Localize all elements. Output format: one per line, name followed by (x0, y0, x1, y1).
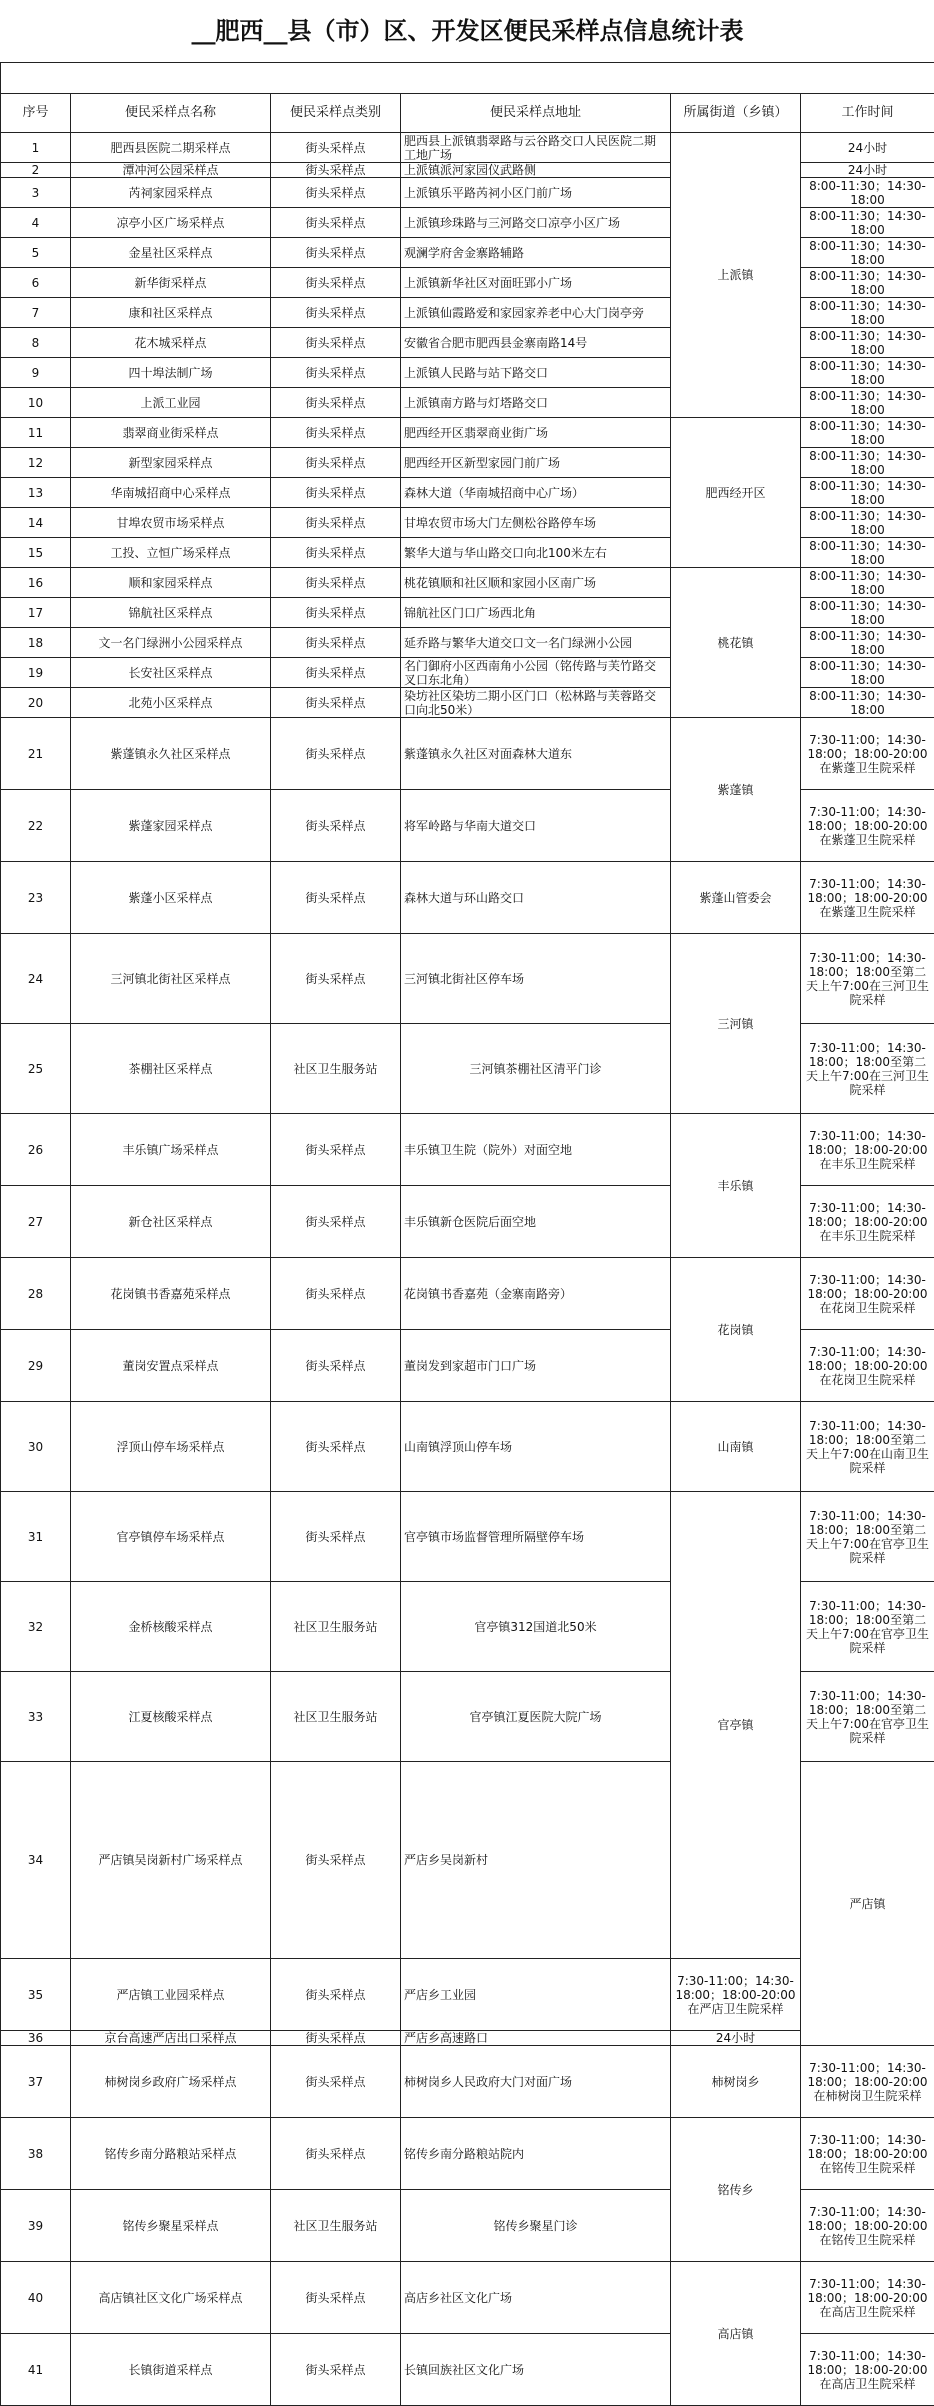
cell-name: 严店镇吴岗新村广场采样点 (71, 1762, 271, 1959)
cell-address: 铭传乡聚星门诊 (401, 2190, 671, 2262)
cell-type: 社区卫生服务站 (271, 1582, 401, 1672)
cell-address: 肥西经开区新型家园门前广场 (401, 448, 671, 478)
cell-no: 10 (1, 388, 71, 418)
cell-address: 上派镇乐平路芮祠小区门前广场 (401, 178, 671, 208)
cell-address: 柿树岗乡人民政府大门对面广场 (401, 2046, 671, 2118)
cell-type: 街头采样点 (271, 790, 401, 862)
cell-time: 7:30-11:00；14:30-18:00；18:00至第二天上午7:00在三河卫生院采样 (801, 934, 934, 1024)
table-row (1, 2046, 934, 2118)
cell-no: 33 (1, 1672, 71, 1762)
cell-time: 8:00-11:30；14:30-18:00 (801, 268, 934, 298)
cell-type: 街头采样点 (271, 1959, 401, 2031)
cell-time: 24小时 (801, 163, 934, 178)
cell-type: 街头采样点 (271, 1330, 401, 1402)
cell-type: 街头采样点 (271, 238, 401, 268)
cell-time: 7:30-11:00；14:30-18:00；18:00-20:00在花岗卫生院采样 (801, 1258, 934, 1330)
document-title: __肥西__县（市）区、开发区便民采样点信息统计表 (1, 0, 934, 63)
cell-time: 8:00-11:30；14:30-18:00 (801, 358, 934, 388)
cell-no: 24 (1, 934, 71, 1024)
cell-time: 7:30-11:00；14:30-18:00；18:00-20:00在高店卫生院采样 (801, 2262, 934, 2334)
cell-type: 街头采样点 (271, 478, 401, 508)
cell-address: 甘埠农贸市场大门左侧松谷路停车场 (401, 508, 671, 538)
cell-no: 2 (1, 163, 71, 178)
cell-town: 桃花镇 (671, 568, 801, 718)
cell-type: 街头采样点 (271, 508, 401, 538)
cell-name: 甘埠农贸市场采样点 (71, 508, 271, 538)
cell-time: 7:30-11:00；14:30-18:00；18:00-20:00在严店卫生院采样 (671, 1959, 801, 2031)
cell-time: 8:00-11:30；14:30-18:00 (801, 328, 934, 358)
cell-town: 紫蓬镇 (671, 718, 801, 862)
cell-type: 社区卫生服务站 (271, 1672, 401, 1762)
table-row (1, 2118, 934, 2190)
cell-no: 18 (1, 628, 71, 658)
cell-name: 凉亭小区广场采样点 (71, 208, 271, 238)
table-row (1, 1492, 934, 1582)
cell-address: 将军岭路与华南大道交口 (401, 790, 671, 862)
cell-town: 山南镇 (671, 1402, 801, 1492)
cell-type: 街头采样点 (271, 658, 401, 688)
cell-time: 8:00-11:30；14:30-18:00 (801, 568, 934, 598)
cell-no: 35 (1, 1959, 71, 2031)
cell-name: 花木城采样点 (71, 328, 271, 358)
cell-name: 铭传乡南分路粮站采样点 (71, 2118, 271, 2190)
cell-name: 三河镇北街社区采样点 (71, 934, 271, 1024)
cell-name: 花岗镇书香嘉苑采样点 (71, 1258, 271, 1330)
cell-address: 高店乡社区文化广场 (401, 2262, 671, 2334)
cell-time: 7:30-11:00；14:30-18:00；18:00-20:00在丰乐卫生院采样 (801, 1186, 934, 1258)
cell-address: 三河镇北街社区停车场 (401, 934, 671, 1024)
cell-type: 街头采样点 (271, 862, 401, 934)
cell-name: 高店镇社区文化广场采样点 (71, 2262, 271, 2334)
cell-time: 7:30-11:00；14:30-18:00；18:00-20:00在铭传卫生院采样 (801, 2118, 934, 2190)
cell-no: 7 (1, 298, 71, 328)
cell-type: 街头采样点 (271, 1114, 401, 1186)
cell-no: 30 (1, 1402, 71, 1492)
cell-address: 山南镇浮顶山停车场 (401, 1402, 671, 1492)
cell-address: 上派镇人民路与站下路交口 (401, 358, 671, 388)
table-row (1, 2262, 934, 2334)
cell-address: 紫蓬镇永久社区对面森林大道东 (401, 718, 671, 790)
cell-name: 顺和家园采样点 (71, 568, 271, 598)
cell-name: 新仓社区采样点 (71, 1186, 271, 1258)
cell-no: 23 (1, 862, 71, 934)
cell-address: 上派镇派河家园仪武路侧 (401, 163, 671, 178)
cell-town: 丰乐镇 (671, 1114, 801, 1258)
cell-type: 社区卫生服务站 (271, 1024, 401, 1114)
cell-type: 街头采样点 (271, 418, 401, 448)
cell-no: 41 (1, 2334, 71, 2406)
cell-time: 7:30-11:00；14:30-18:00；18:00-20:00在高店卫生院采样 (801, 2334, 934, 2406)
cell-no: 26 (1, 1114, 71, 1186)
cell-type: 街头采样点 (271, 163, 401, 178)
table-row (1, 2031, 934, 2046)
cell-no: 9 (1, 358, 71, 388)
cell-time: 7:30-11:00；14:30-18:00；18:00至第二天上午7:00在官亭卫生院采样 (801, 1672, 934, 1762)
cell-address: 上派镇珍珠路与三河路交口凉亭小区广场 (401, 208, 671, 238)
cell-town: 铭传乡 (671, 2118, 801, 2262)
cell-no: 25 (1, 1024, 71, 1114)
cell-name: 潭冲河公园采样点 (71, 163, 271, 178)
cell-town: 肥西经开区 (671, 418, 801, 568)
cell-name: 严店镇工业园采样点 (71, 1959, 271, 2031)
cell-no: 27 (1, 1186, 71, 1258)
cell-type: 街头采样点 (271, 388, 401, 418)
cell-type: 街头采样点 (271, 1492, 401, 1582)
cell-address: 严店乡高速路口 (401, 2031, 671, 2046)
cell-address: 延乔路与繁华大道交口文一名门绿洲小公园 (401, 628, 671, 658)
cell-time: 8:00-11:30；14:30-18:00 (801, 238, 934, 268)
cell-no: 3 (1, 178, 71, 208)
cell-no: 22 (1, 790, 71, 862)
cell-name: 四十埠法制广场 (71, 358, 271, 388)
cell-type: 街头采样点 (271, 598, 401, 628)
cell-no: 37 (1, 2046, 71, 2118)
cell-name: 肥西县医院二期采样点 (71, 133, 271, 163)
cell-address: 严店乡吴岗新村 (401, 1762, 671, 1959)
cell-no: 6 (1, 268, 71, 298)
cell-address: 上派镇新华社区对面旺郢小广场 (401, 268, 671, 298)
cell-address: 染坊社区染坊二期小区门口（松林路与芙蓉路交口向北50米） (401, 688, 671, 718)
cell-time: 8:00-11:30；14:30-18:00 (801, 298, 934, 328)
cell-name: 金桥核酸采样点 (71, 1582, 271, 1672)
cell-type: 街头采样点 (271, 2046, 401, 2118)
header-row (1, 94, 934, 133)
header-town: 所属街道（乡镇） (671, 94, 801, 133)
cell-type: 街头采样点 (271, 328, 401, 358)
cell-time: 8:00-11:30；14:30-18:00 (801, 448, 934, 478)
cell-time: 8:00-11:30；14:30-18:00 (801, 418, 934, 448)
cell-type: 街头采样点 (271, 178, 401, 208)
table-row (1, 1959, 934, 2031)
cell-time: 7:30-11:00；14:30-18:00；18:00-20:00在铭传卫生院采样 (801, 2190, 934, 2262)
cell-name: 柿树岗乡政府广场采样点 (71, 2046, 271, 2118)
cell-name: 丰乐镇广场采样点 (71, 1114, 271, 1186)
cell-time: 8:00-11:30；14:30-18:00 (801, 508, 934, 538)
cell-name: 江夏核酸采样点 (71, 1672, 271, 1762)
table-row (1, 418, 934, 448)
cell-no: 12 (1, 448, 71, 478)
cell-time: 8:00-11:30；14:30-18:00 (801, 178, 934, 208)
cell-name: 长安社区采样点 (71, 658, 271, 688)
cell-name: 北苑小区采样点 (71, 688, 271, 718)
cell-time: 24小时 (801, 133, 934, 163)
cell-address: 肥西县上派镇翡翠路与云谷路交口人民医院二期工地广场 (401, 133, 671, 163)
cell-name: 文一名门绿洲小公园采样点 (71, 628, 271, 658)
cell-no: 5 (1, 238, 71, 268)
cell-no: 32 (1, 1582, 71, 1672)
cell-town: 三河镇 (671, 934, 801, 1114)
table-row (1, 1402, 934, 1492)
cell-name: 紫蓬家园采样点 (71, 790, 271, 862)
table-row (1, 934, 934, 1024)
cell-name: 华南城招商中心采样点 (71, 478, 271, 508)
cell-type: 街头采样点 (271, 268, 401, 298)
cell-name: 芮祠家园采样点 (71, 178, 271, 208)
cell-no: 21 (1, 718, 71, 790)
cell-address: 肥西经开区翡翠商业街广场 (401, 418, 671, 448)
cell-town: 柿树岗乡 (671, 2046, 801, 2118)
table-row (1, 1114, 934, 1186)
cell-time: 24小时 (671, 2031, 801, 2046)
cell-address: 森林大道（华南城招商中心广场） (401, 478, 671, 508)
cell-type: 街头采样点 (271, 133, 401, 163)
cell-type: 街头采样点 (271, 628, 401, 658)
cell-no: 20 (1, 688, 71, 718)
cell-address: 森林大道与环山路交口 (401, 862, 671, 934)
cell-name: 官亭镇停车场采样点 (71, 1492, 271, 1582)
cell-address: 官亭镇市场监督管理所隔壁停车场 (401, 1492, 671, 1582)
cell-name: 董岗安置点采样点 (71, 1330, 271, 1402)
cell-address: 三河镇茶棚社区清平门诊 (401, 1024, 671, 1114)
cell-no: 11 (1, 418, 71, 448)
cell-name: 翡翠商业街采样点 (71, 418, 271, 448)
cell-time: 7:30-11:00；14:30-18:00；18:00-20:00在紫蓬卫生院采样 (801, 790, 934, 862)
cell-address: 长镇回族社区文化广场 (401, 2334, 671, 2406)
table-row (1, 133, 934, 163)
cell-town: 花岗镇 (671, 1258, 801, 1402)
table-row (1, 718, 934, 790)
cell-address: 官亭镇312国道北50米 (401, 1582, 671, 1672)
cell-address: 花岗镇书香嘉苑（金寨南路旁） (401, 1258, 671, 1330)
cell-type: 街头采样点 (271, 448, 401, 478)
cell-no: 38 (1, 2118, 71, 2190)
cell-time: 8:00-11:30；14:30-18:00 (801, 478, 934, 508)
cell-no: 14 (1, 508, 71, 538)
header-no: 序号 (1, 94, 71, 133)
cell-time: 7:30-11:00；14:30-18:00；18:00-20:00在丰乐卫生院采样 (801, 1114, 934, 1186)
cell-no: 31 (1, 1492, 71, 1582)
cell-address: 董岗发到家超市门口广场 (401, 1330, 671, 1402)
cell-address: 官亭镇江夏医院大院广场 (401, 1672, 671, 1762)
table-row (1, 862, 934, 934)
cell-time: 7:30-11:00；14:30-18:00；18:00至第二天上午7:00在三河卫生院采样 (801, 1024, 934, 1114)
header-address: 便民采样点地址 (401, 94, 671, 133)
blank-row (1, 63, 934, 94)
cell-time: 7:30-11:00；14:30-18:00；18:00-20:00在柿树岗卫生院采样 (801, 2046, 934, 2118)
header-name: 便民采样点名称 (71, 94, 271, 133)
cell-address: 铭传乡南分路粮站院内 (401, 2118, 671, 2190)
cell-time: 8:00-11:30；14:30-18:00 (801, 208, 934, 238)
cell-address: 上派镇南方路与灯塔路交口 (401, 388, 671, 418)
cell-no: 40 (1, 2262, 71, 2334)
cell-time: 7:30-11:00；14:30-18:00；18:00-20:00在花岗卫生院采样 (801, 1330, 934, 1402)
cell-type: 街头采样点 (271, 2334, 401, 2406)
cell-time: 8:00-11:30；14:30-18:00 (801, 628, 934, 658)
cell-address: 名门御府小区西南角小公园（铭传路与芙竹路交叉口东北角） (401, 658, 671, 688)
cell-time: 7:30-11:00；14:30-18:00；18:00至第二天上午7:00在山南卫生院采样 (801, 1402, 934, 1492)
cell-type: 街头采样点 (271, 2118, 401, 2190)
cell-type: 街头采样点 (271, 718, 401, 790)
cell-time: 7:30-11:00；14:30-18:00；18:00至第二天上午7:00在官亭卫生院采样 (801, 1582, 934, 1672)
cell-name: 茶棚社区采样点 (71, 1024, 271, 1114)
cell-type: 街头采样点 (271, 1186, 401, 1258)
cell-name: 紫蓬镇永久社区采样点 (71, 718, 271, 790)
cell-no: 13 (1, 478, 71, 508)
table-row (1, 1258, 934, 1330)
cell-address: 丰乐镇卫生院（院外）对面空地 (401, 1114, 671, 1186)
cell-no: 8 (1, 328, 71, 358)
cell-town: 上派镇 (671, 133, 801, 418)
cell-type: 街头采样点 (271, 568, 401, 598)
cell-name: 新型家园采样点 (71, 448, 271, 478)
cell-no: 1 (1, 133, 71, 163)
cell-address: 锦航社区门口广场西北角 (401, 598, 671, 628)
table-row (1, 568, 934, 598)
header-type: 便民采样点类别 (271, 94, 401, 133)
cell-type: 街头采样点 (271, 1258, 401, 1330)
cell-town: 紫蓬山管委会 (671, 862, 801, 934)
cell-name: 京台高速严店出口采样点 (71, 2031, 271, 2046)
cell-time: 8:00-11:30；14:30-18:00 (801, 598, 934, 628)
cell-type: 街头采样点 (271, 2262, 401, 2334)
cell-type: 街头采样点 (271, 358, 401, 388)
cell-name: 紫蓬小区采样点 (71, 862, 271, 934)
cell-town: 官亭镇 (671, 1492, 801, 1959)
header-time: 工作时间 (801, 94, 934, 133)
cell-name: 浮顶山停车场采样点 (71, 1402, 271, 1492)
cell-no: 4 (1, 208, 71, 238)
cell-no: 28 (1, 1258, 71, 1330)
cell-no: 19 (1, 658, 71, 688)
cell-time: 8:00-11:30；14:30-18:00 (801, 658, 934, 688)
cell-type: 街头采样点 (271, 2031, 401, 2046)
cell-address: 丰乐镇新仓医院后面空地 (401, 1186, 671, 1258)
cell-address: 安徽省合肥市肥西县金寨南路14号 (401, 328, 671, 358)
cell-type: 社区卫生服务站 (271, 2190, 401, 2262)
cell-time: 8:00-11:30；14:30-18:00 (801, 388, 934, 418)
cell-address: 上派镇仙霞路爱和家园家养老中心大门岗亭旁 (401, 298, 671, 328)
cell-name: 长镇街道采样点 (71, 2334, 271, 2406)
cell-town: 严店镇 (801, 1762, 934, 2046)
cell-type: 街头采样点 (271, 538, 401, 568)
cell-time: 7:30-11:00；14:30-18:00；18:00至第二天上午7:00在官亭卫生院采样 (801, 1492, 934, 1582)
cell-name: 锦航社区采样点 (71, 598, 271, 628)
cell-type: 街头采样点 (271, 1762, 401, 1959)
cell-no: 15 (1, 538, 71, 568)
cell-address: 繁华大道与华山路交口向北100米左右 (401, 538, 671, 568)
cell-type: 街头采样点 (271, 688, 401, 718)
cell-address: 严店乡工业园 (401, 1959, 671, 2031)
cell-no: 29 (1, 1330, 71, 1402)
cell-time: 7:30-11:00；14:30-18:00；18:00-20:00在紫蓬卫生院采样 (801, 862, 934, 934)
cell-type: 街头采样点 (271, 298, 401, 328)
cell-time: 7:30-11:00；14:30-18:00；18:00-20:00在紫蓬卫生院采样 (801, 718, 934, 790)
cell-name: 工投、立恒广场采样点 (71, 538, 271, 568)
cell-time: 8:00-11:30；14:30-18:00 (801, 538, 934, 568)
cell-name: 金星社区采样点 (71, 238, 271, 268)
cell-time: 8:00-11:30；14:30-18:00 (801, 688, 934, 718)
cell-no: 17 (1, 598, 71, 628)
cell-type: 街头采样点 (271, 934, 401, 1024)
cell-no: 34 (1, 1762, 71, 1959)
cell-type: 街头采样点 (271, 208, 401, 238)
cell-no: 36 (1, 2031, 71, 2046)
cell-address: 观澜学府舍金寨路辅路 (401, 238, 671, 268)
cell-type: 街头采样点 (271, 1402, 401, 1492)
cell-name: 上派工业园 (71, 388, 271, 418)
cell-address: 桃花镇顺和社区顺和家园小区南广场 (401, 568, 671, 598)
cell-no: 16 (1, 568, 71, 598)
cell-name: 康和社区采样点 (71, 298, 271, 328)
cell-name: 新华街采样点 (71, 268, 271, 298)
cell-no: 39 (1, 2190, 71, 2262)
cell-name: 铭传乡聚星采样点 (71, 2190, 271, 2262)
cell-town: 高店镇 (671, 2262, 801, 2406)
